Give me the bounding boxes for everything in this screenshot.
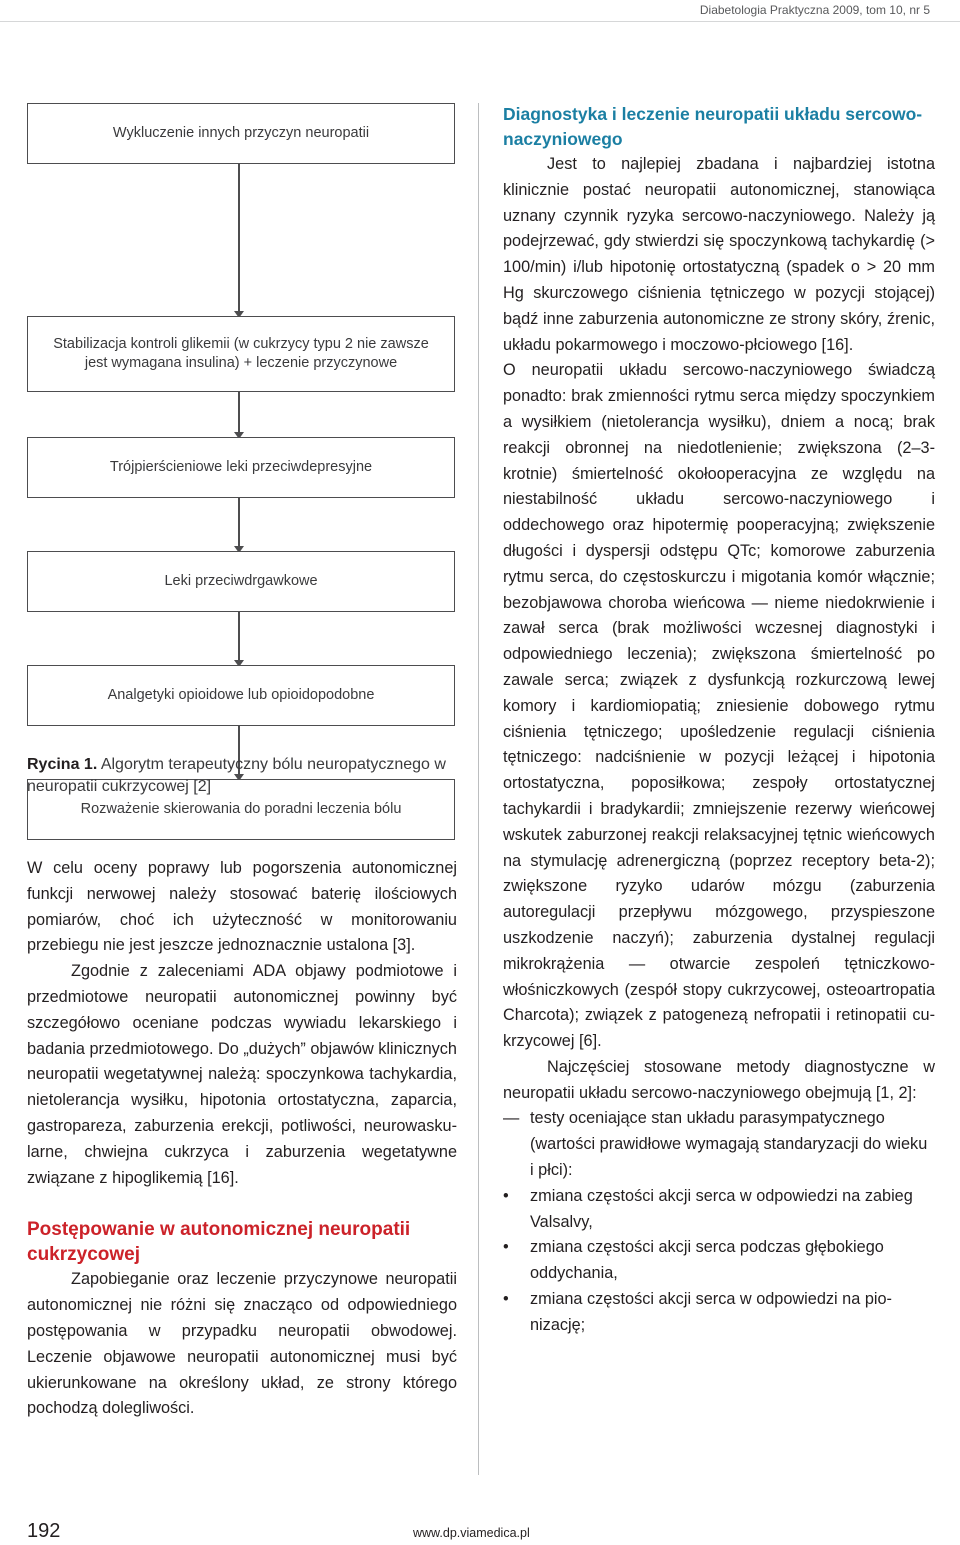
method-list <box>503 1106 935 1338</box>
flow-box-glycemic-control: Stabilizacja kontroli glikemii (w cukrzycy typu 2 nie zawsze jest wymagana insulina) + leczenie przyczynowe <box>27 316 455 392</box>
flow-arrow <box>238 612 240 665</box>
page-number: 192 <box>27 1520 61 1542</box>
flow-box-exclude-causes: Wykluczenie innych przyczyn neuropatii <box>27 103 455 164</box>
subsection-heading: Diagnostyka i leczenie neuropatii układu sercowo-naczyniowego <box>503 104 923 149</box>
flow-box-anticonvulsants: Leki przeciwdrgawkowe <box>27 551 455 612</box>
caption-text: Algorytm terapeutyczny bólu neuropatycznego w neuropatii cukrzycowej [2] <box>27 756 446 795</box>
flow-box-opioids: Analgetyki opioidowe lub opioidopodobne <box>27 665 455 726</box>
figure-caption <box>27 754 461 798</box>
paragraph: Zgodnie z zaleceniami ADA objawy podmiotowe i przedmiotowe neuropatii autonomicznej powinny być szczegółowo oceniane podczas wywiadu lekarskiego i badania przedmiotowego. Do „dużych” objawów klinicznych neuropatii wegetatywnej należą: spoczynkowa tachykardia, nietolerancja wysiłku, hipotonia ortostatyczna, zaparcia, gastropareza, zaburzenia erekcji, potliwości, neurowaskularne, chwiejna cukrzyca i zaburzenia wegetatywne związane z hipoglikemią [16]. <box>27 962 457 1187</box>
column-divider <box>478 103 479 1475</box>
caption-label: Rycina 1. <box>27 756 98 773</box>
paragraph: O neuropatii układu sercowo-naczyniowego świadczą ponadto: brak zmienności rytmu serca między spoczynkiem a wysiłkiem (nietolerancja wysiłku), dniem a nocą; brak reakcji obronnej na niedotlenienie; zwiększona (2–3-krotnie) śmiertelność okołooperacyjna ze względu na niestabilność układu sercowo-naczyniowego i oddechowego oraz hipotermię pooperacyjną; zwiększenie długości i dyspersji odstępu QTc; komorowe zaburzenia rytmu serca, do częstoskurczu i migotania komór włącznie; bezobjawowa choroba wieńcowa — nieme niedokrwienie i zawał serca (brak możliwości wczesnej diagnostyki i odpowiedniego leczenia); zwiększona śmiertelność po zawale serca; związek z dysfunkcją rozkurczową lewej komory i kardiomiopatią; zniesienie dobowego rytmu ciśnienia tętniczego; upośledzenie regulacji ciśnienia tętniczego: nadciśnienie w pozycji leżącej i hipotonia ortostatyczna, poposiłkowa; zespoły ortostatycznej tachykardii i bradykardii; zmniejszenie rezerwy wieńcowej wskutek zaburzonej reakcji relaksacyjnej tętnic wieńcowych na stymulację adrenergiczną (poprzez receptory beta-2); zwiększone ryzyko udarów mózgu (zaburzenia autoregulacji przepływu mózgowego, przyspieszone uszkodzenie naczyń); zaburzenia dystalnej regulacji mikrokrążenia — otwarcie zespoleń tętniczkowo-włośniczkowych (zespół stopy cukrzycowej, osteoartropatia Charcota); związek z patogenezą nefropatii i retinopatii cukrzycowej [6]. <box>503 361 935 1051</box>
paragraph: W celu oceny poprawy lub pogorszenia autonomicznej funkcji nerwowej należy stosować baterię ilościowych pomiarów, choć ich użyteczność w monitorowaniu przebiegu nie jest jeszcze jednoznacznie ustalona [3]. <box>27 859 457 955</box>
bullet-marker: • <box>503 1238 509 1257</box>
bullet-marker: • <box>503 1186 509 1205</box>
dash-marker: — <box>503 1109 520 1128</box>
running-head: Diabetologia Praktyczna 2009, tom 10, nr 5 <box>0 0 960 22</box>
flow-box-pain-clinic: Rozważenie skierowania do poradni leczenia bólu <box>27 779 455 840</box>
paragraph: Zapobieganie oraz leczenie przyczynowe neuropatii autonomicznej nie różni się znacząco od odpowiedniego postępowania w przypadku neuropatii obwodowej. Leczenie objawowe neuropatii autonomicznej musi być ukierunkowane na określony układ, ze strony którego pochodzą dolegliwości. <box>27 1270 457 1418</box>
left-column <box>27 856 457 1422</box>
right-column <box>503 102 935 1339</box>
bullet-marker: • <box>503 1290 509 1309</box>
flow-arrow <box>238 392 240 437</box>
list-item: • zmiana częstości akcji serca w odpowiedzi na pionizację; <box>503 1287 935 1339</box>
paragraph: Jest to najlepiej zbadana i najbardziej istotna klinicznie postać neuropatii autonomicznej, stanowiąca uznany czynnik ryzyka sercowo-naczyniowego. Należy ją podejrzewać, gdy stwierdzi się spoczynkową tachykardię (> 100/min) i/lub hipotonię ortostatyczną (spadek o > 20 mm Hg skurczowego ciśnienia tętniczego w pozycji stojącej) bądź inne zaburzenia autonomiczne ze strony skóry, źrenic, układu pokarmowego i moczowo-płciowego [16]. <box>503 155 935 354</box>
paragraph: Najczęściej stosowane metody diagnostyczne w neuropatii układu sercowo-naczyniowego obejmują [1, 2]: <box>503 1057 935 1102</box>
list-item: — testy oceniające stan układu parasympatycznego (wartości prawidłowe wymagają standaryzacji do wieku i płci): <box>503 1106 935 1183</box>
flow-arrow <box>238 498 240 551</box>
flow-arrow <box>238 164 240 316</box>
website-link[interactable]: www.dp.viamedica.pl <box>413 1526 530 1540</box>
list-item: • zmiana częstości akcji serca podczas głębokiego oddychania, <box>503 1235 935 1287</box>
list-item: • zmiana częstości akcji serca w odpowiedzi na zabieg Valsalvy, <box>503 1184 935 1236</box>
flow-box-tricyclic: Trójpierścieniowe leki przeciwdepresyjne <box>27 437 455 498</box>
section-heading: Postępowanie w autonomicznej neuropatii cukrzycowej <box>27 1219 411 1266</box>
